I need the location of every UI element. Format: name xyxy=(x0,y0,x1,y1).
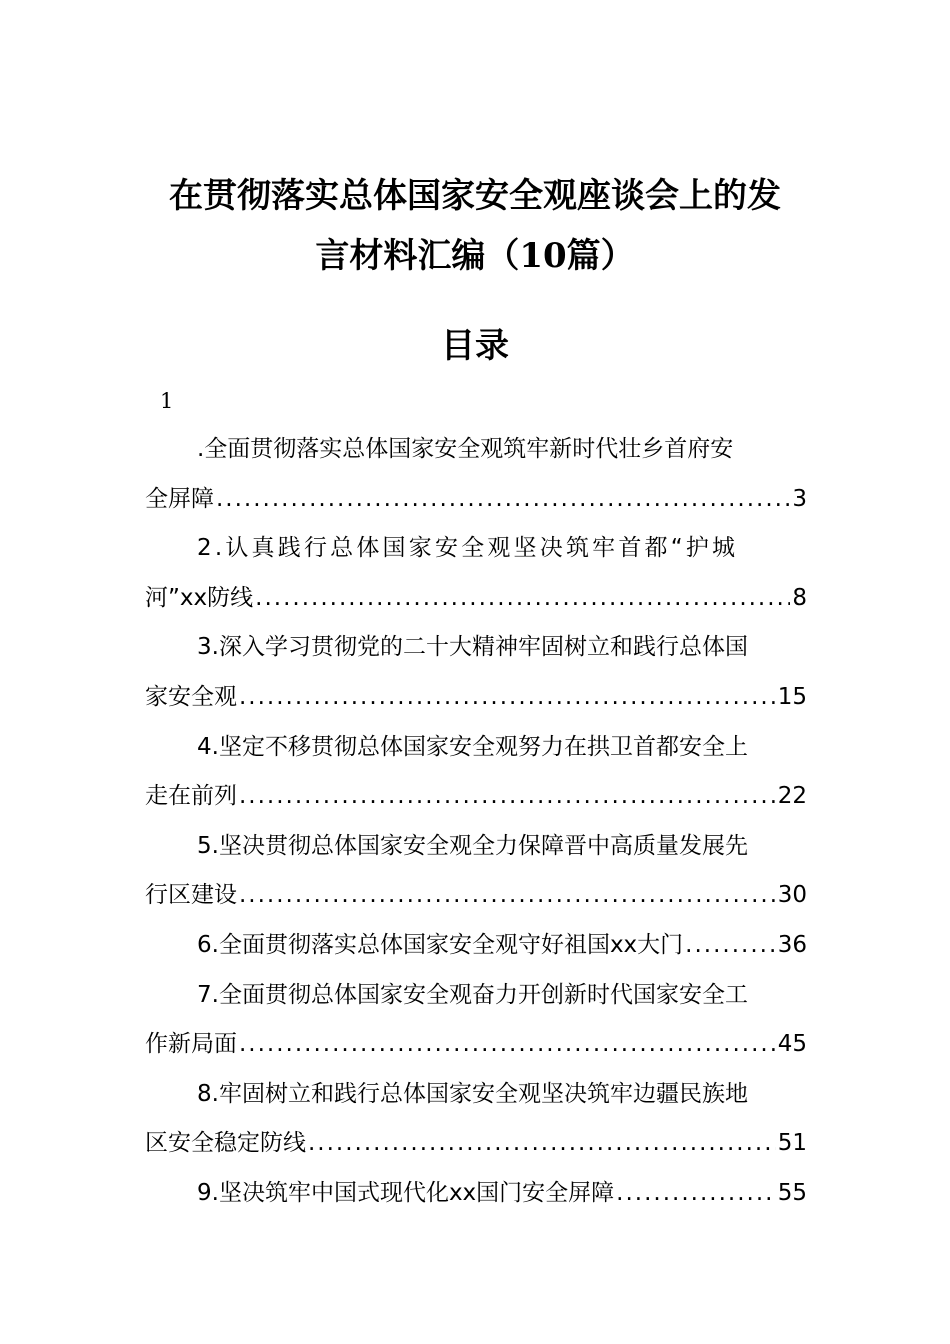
leader-dots xyxy=(239,673,776,723)
leader-dots xyxy=(239,772,776,822)
toc-entry[interactable] xyxy=(145,921,807,971)
toc-page-number: 51 xyxy=(777,1130,807,1157)
document-title xyxy=(140,166,810,286)
toc-entry-title: 7.全面贯彻总体国家安全观奋力开创新时代国家安全工 xyxy=(197,981,748,1008)
toc-entry-title-cont: 走在前列 xyxy=(145,783,237,810)
toc-entry-title-cont: 作新局面 xyxy=(145,1031,237,1058)
leader-dots xyxy=(308,1119,776,1169)
toc-page-number: 30 xyxy=(777,882,807,909)
toc-entry-title-cont: 区安全稳定防线 xyxy=(145,1130,306,1157)
toc-entry-title: 2.认真践行总体国家安全观坚决筑牢首都“护城 xyxy=(197,535,739,562)
toc-entry-title-cont: 河”xx防线 xyxy=(145,584,254,611)
toc-entry-title-cont: 家安全观 xyxy=(145,683,237,710)
toc-entry[interactable] xyxy=(145,1169,807,1219)
toc-entry[interactable] xyxy=(145,623,807,722)
toc-heading: 目录 xyxy=(441,326,509,366)
toc-entry-title: 5.坚决贯彻总体国家安全观全力保障晋中高质量发展先 xyxy=(197,832,748,859)
toc-page-number: 8 xyxy=(792,584,807,611)
leader-dots xyxy=(255,574,790,624)
toc-page-number: 55 xyxy=(777,1179,807,1206)
list-marker: 1 xyxy=(160,389,174,413)
leader-dots xyxy=(239,1020,776,1070)
leader-dots xyxy=(685,921,776,971)
toc-entry-title: 3.深入学习贯彻党的二十大精神牢固树立和践行总体国 xyxy=(197,634,748,661)
toc-entry[interactable] xyxy=(145,723,807,822)
toc-entry-title-cont: 全屏障 xyxy=(145,485,214,512)
toc-entry[interactable] xyxy=(145,425,807,524)
toc-entry[interactable] xyxy=(145,822,807,921)
leader-dots xyxy=(616,1169,776,1219)
toc-page-number: 36 xyxy=(777,931,807,958)
toc-entry-title: 9.坚决筑牢中国式现代化xx国门安全屏障 xyxy=(197,1179,615,1206)
toc-entry-title: .全面贯彻落实总体国家安全观筑牢新时代壮乡首府安 xyxy=(197,436,734,462)
leader-dots xyxy=(216,475,790,525)
title-line-1: 在贯彻落实总体国家安全观座谈会上的发 xyxy=(169,176,781,216)
table-of-contents xyxy=(145,425,807,1219)
toc-page-number: 22 xyxy=(777,783,807,810)
toc-entry[interactable] xyxy=(145,971,807,1070)
toc-entry[interactable] xyxy=(145,524,807,623)
toc-page-number: 3 xyxy=(792,485,807,512)
leader-dots xyxy=(239,871,776,921)
toc-entry-title: 4.坚定不移贯彻总体国家安全观努力在拱卫首都安全上 xyxy=(197,733,748,760)
toc-entry[interactable] xyxy=(145,1070,807,1169)
title-line-2: 言材料汇编（10篇） xyxy=(315,236,635,276)
toc-entry-title: 8.牢固树立和践行总体国家安全观坚决筑牢边疆民族地 xyxy=(197,1080,748,1107)
toc-page-number: 45 xyxy=(777,1031,807,1058)
toc-page-number: 15 xyxy=(777,683,807,710)
toc-entry-title-cont: 行区建设 xyxy=(145,882,237,909)
toc-entry-title: 6.全面贯彻落实总体国家安全观守好祖国xx大门 xyxy=(197,931,684,958)
